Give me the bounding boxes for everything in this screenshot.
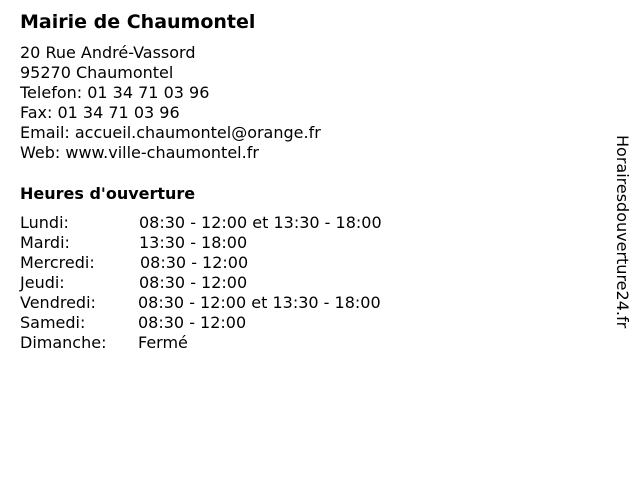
phone-number: Telefon: 01 34 71 03 96 [20, 83, 210, 102]
day-label: Samedi: [20, 313, 86, 332]
day-label: Jeudi: [20, 273, 65, 292]
email-address: Email: accueil.chaumontel@orange.fr [20, 123, 321, 142]
time-range: 08:30 - 12:00 [139, 273, 248, 292]
fax-number: Fax: 01 34 71 03 96 [20, 103, 180, 122]
day-label: Vendredi: [20, 293, 96, 312]
site-watermark-text: Horairesdouverture24.fr [613, 135, 632, 329]
time-range: 08:30 - 12:00 [140, 253, 249, 272]
time-range: 08:30 - 12:00 [138, 313, 247, 332]
street-address: 20 Rue André-Vassord [20, 43, 196, 62]
city-address: 95270 Chaumontel [20, 63, 174, 82]
time-range: 08:30 - 12:00 et 13:30 - 18:00 [139, 213, 382, 232]
day-label: Dimanche: [20, 333, 107, 352]
page-title: Mairie de Chaumontel [20, 11, 256, 33]
day-label: Mardi: [20, 233, 70, 252]
day-label: Lundi: [20, 213, 69, 232]
time-range: 13:30 - 18:00 [139, 233, 248, 252]
contact-block [20, 43, 321, 163]
hours-heading: Heures d'ouverture [20, 184, 196, 203]
day-label: Mercredi: [20, 253, 95, 272]
site-watermark [612, 135, 632, 370]
website-address: Web: www.ville-chaumontel.fr [20, 143, 259, 162]
time-range: Fermé [138, 333, 188, 352]
time-range: 08:30 - 12:00 et 13:30 - 18:00 [138, 293, 381, 312]
